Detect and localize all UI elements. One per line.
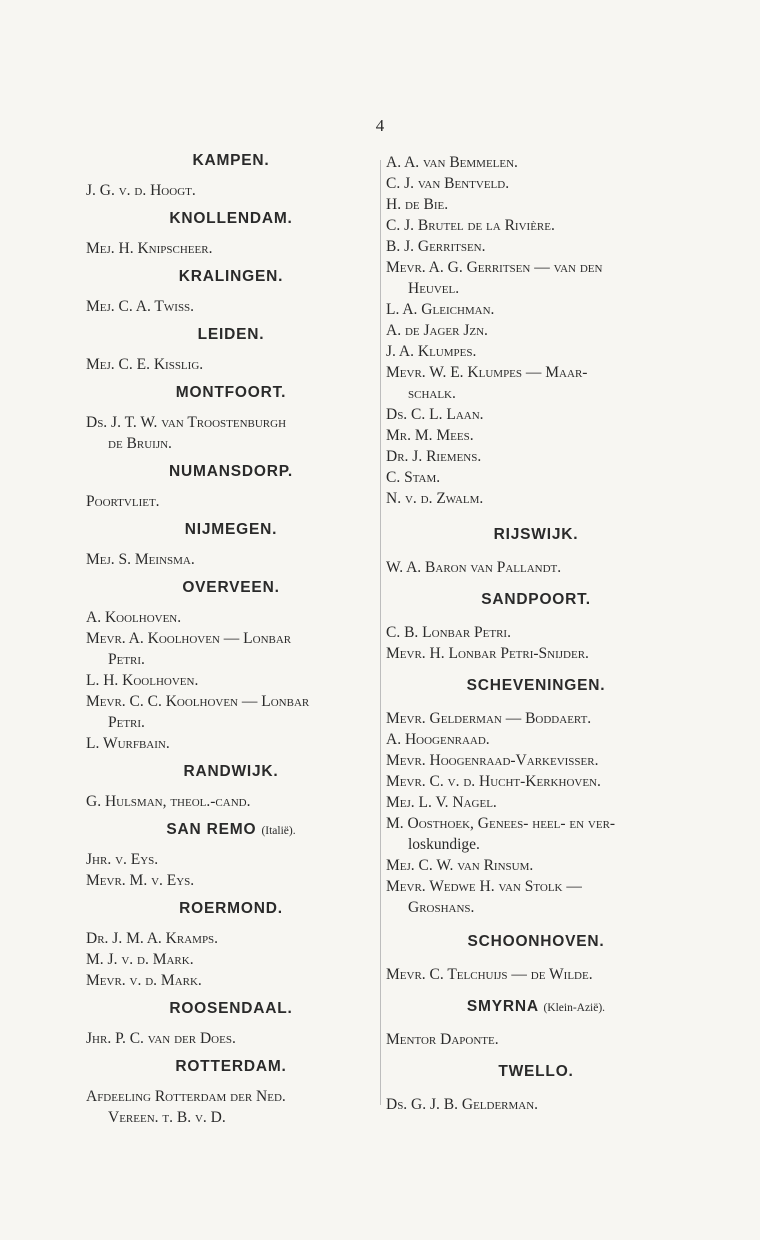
- place-heading: NUMANSDORP.: [169, 463, 293, 480]
- member-entry: G. Hulsman, theol.-cand.: [86, 793, 251, 810]
- member-entry: C. B. Lonbar Petri.: [386, 624, 511, 641]
- member-entry: H. de Bie.: [386, 196, 449, 213]
- member-entry: C. J. van Bentveld.: [386, 175, 510, 192]
- place-heading: [386, 998, 686, 1016]
- member-entry: Mevr. W. E. Klumpes — Maar-: [386, 364, 588, 381]
- member-entry-continuation: Groshans.: [408, 899, 475, 916]
- place-heading: KRALINGEN.: [178, 268, 284, 285]
- place-heading: LEIDEN.: [197, 326, 265, 343]
- member-entry: Afdeeling Rotterdam der Ned.: [86, 1088, 286, 1105]
- place-heading: [86, 821, 376, 839]
- member-entry: Dr. J. M. A. Kramps.: [86, 930, 219, 947]
- member-entry: L. Wurfbain.: [86, 735, 170, 752]
- member-entry: Mevr. Gelderman — Boddaert.: [386, 710, 592, 727]
- place-heading: NIJMEGEN.: [184, 521, 278, 538]
- member-entry: Ds. J. T. W. van Troostenburgh: [86, 414, 287, 431]
- member-entry: Mevr. M. v. Eys.: [86, 872, 195, 889]
- member-entry: J. G. v. d. Hoogt.: [86, 182, 196, 199]
- place-heading-note: (Italië).: [261, 825, 296, 837]
- member-entry-continuation: Petri.: [108, 651, 145, 668]
- member-entry: A. de Jager Jzn.: [386, 322, 488, 339]
- member-entry: Mr. M. Mees.: [386, 427, 474, 444]
- member-entry: N. v. d. Zwalm.: [386, 490, 484, 507]
- place-heading: KAMPEN.: [192, 152, 270, 169]
- member-entry: Mej. L. V. Nagel.: [386, 794, 497, 811]
- member-entry: C. Stam.: [386, 469, 441, 486]
- member-entry: Mej. H. Knipscheer.: [86, 240, 213, 257]
- member-entry: Mevr. Wedwe H. van Stolk —: [386, 878, 582, 895]
- member-entry: Mevr. A. Koolhoven — Lonbar: [86, 630, 292, 647]
- member-entry: Mevr. C. v. d. Hucht-Kerkhoven.: [386, 773, 601, 790]
- place-heading: SANDPOORT.: [481, 591, 591, 608]
- member-entry: Ds. G. J. B. Gelderman.: [386, 1096, 539, 1113]
- member-entry: Mej. S. Meinsma.: [86, 551, 195, 568]
- member-entry: Ds. C. L. Laan.: [386, 406, 484, 423]
- member-entry: Jhr. P. C. van der Does.: [86, 1030, 236, 1047]
- member-entry: A. Hoogenraad.: [386, 731, 490, 748]
- place-heading: RANDWIJK.: [183, 763, 279, 780]
- member-entry: C. J. Brutel de la Rivière.: [386, 217, 555, 234]
- column-divider: [380, 160, 381, 1105]
- member-entry: Mevr. Hoogenraad-Varkevisser.: [386, 752, 599, 769]
- member-entry: A. A. van Bemmelen.: [386, 154, 518, 171]
- member-entry: L. H. Koolhoven.: [86, 672, 199, 689]
- place-heading: OVERVEEN.: [182, 579, 280, 596]
- member-entry: Mevr. C. C. Koolhoven — Lonbar: [86, 693, 310, 710]
- place-heading-note: (Klein-Azië).: [543, 1002, 606, 1014]
- member-entry: Mevr. H. Lonbar Petri-Snijder.: [386, 645, 589, 662]
- right-column: [386, 152, 686, 1115]
- page-number: 4: [375, 116, 385, 135]
- place-heading: SCHOONHOVEN.: [467, 933, 605, 950]
- member-entry: Mentor Daponte.: [386, 1031, 499, 1048]
- member-entry: A. Koolhoven.: [86, 609, 182, 626]
- member-entry-continuation: Vereen. t. B. v. D.: [108, 1109, 226, 1126]
- member-entry: Mej. C. A. Twiss.: [86, 298, 195, 315]
- place-heading: TWELLO.: [498, 1063, 574, 1080]
- member-entry-continuation: schalk.: [408, 385, 456, 402]
- member-entry: J. A. Klumpes.: [386, 343, 477, 360]
- left-column: [86, 152, 376, 1128]
- place-heading: ROOSENDAAL.: [169, 1000, 293, 1017]
- place-heading: ROERMOND.: [179, 900, 283, 917]
- place-heading-name: SAN REMO: [166, 821, 257, 838]
- member-entry: Jhr. v. Eys.: [86, 851, 159, 868]
- member-entry-continuation: de Bruijn.: [108, 435, 172, 452]
- place-heading: KNOLLENDAM.: [169, 210, 293, 227]
- member-entry: Poortvliet.: [86, 493, 160, 510]
- member-entry: Mej. C. W. van Rinsum.: [386, 857, 534, 874]
- member-entry: Mevr. C. Telchuijs — de Wilde.: [386, 966, 593, 983]
- place-heading: MONTFOORT.: [175, 384, 287, 401]
- member-entry: Mevr. A. G. Gerritsen — van den: [386, 259, 603, 276]
- member-entry: L. A. Gleichman.: [386, 301, 495, 318]
- member-entry-continuation: Heuvel.: [408, 280, 460, 297]
- member-entry-continuation: Petri.: [108, 714, 145, 731]
- place-heading: ROTTERDAM.: [175, 1058, 287, 1075]
- member-entry-continuation: loskundige.: [408, 836, 480, 853]
- member-entry: Dr. J. Riemens.: [386, 448, 482, 465]
- place-heading: SCHEVENINGEN.: [466, 677, 606, 694]
- member-entry: Mevr. v. d. Mark.: [86, 972, 202, 989]
- place-heading-name: SMYRNA: [466, 998, 539, 1015]
- member-entry: Mej. C. E. Kisslig.: [86, 356, 204, 373]
- member-entry: M. Oosthoek, Genees- heel- en ver-: [386, 815, 616, 832]
- member-entry: M. J. v. d. Mark.: [86, 951, 194, 968]
- member-entry: B. J. Gerritsen.: [386, 238, 486, 255]
- member-entry: W. A. Baron van Pallandt.: [386, 559, 562, 576]
- place-heading: RIJSWIJK.: [493, 526, 579, 543]
